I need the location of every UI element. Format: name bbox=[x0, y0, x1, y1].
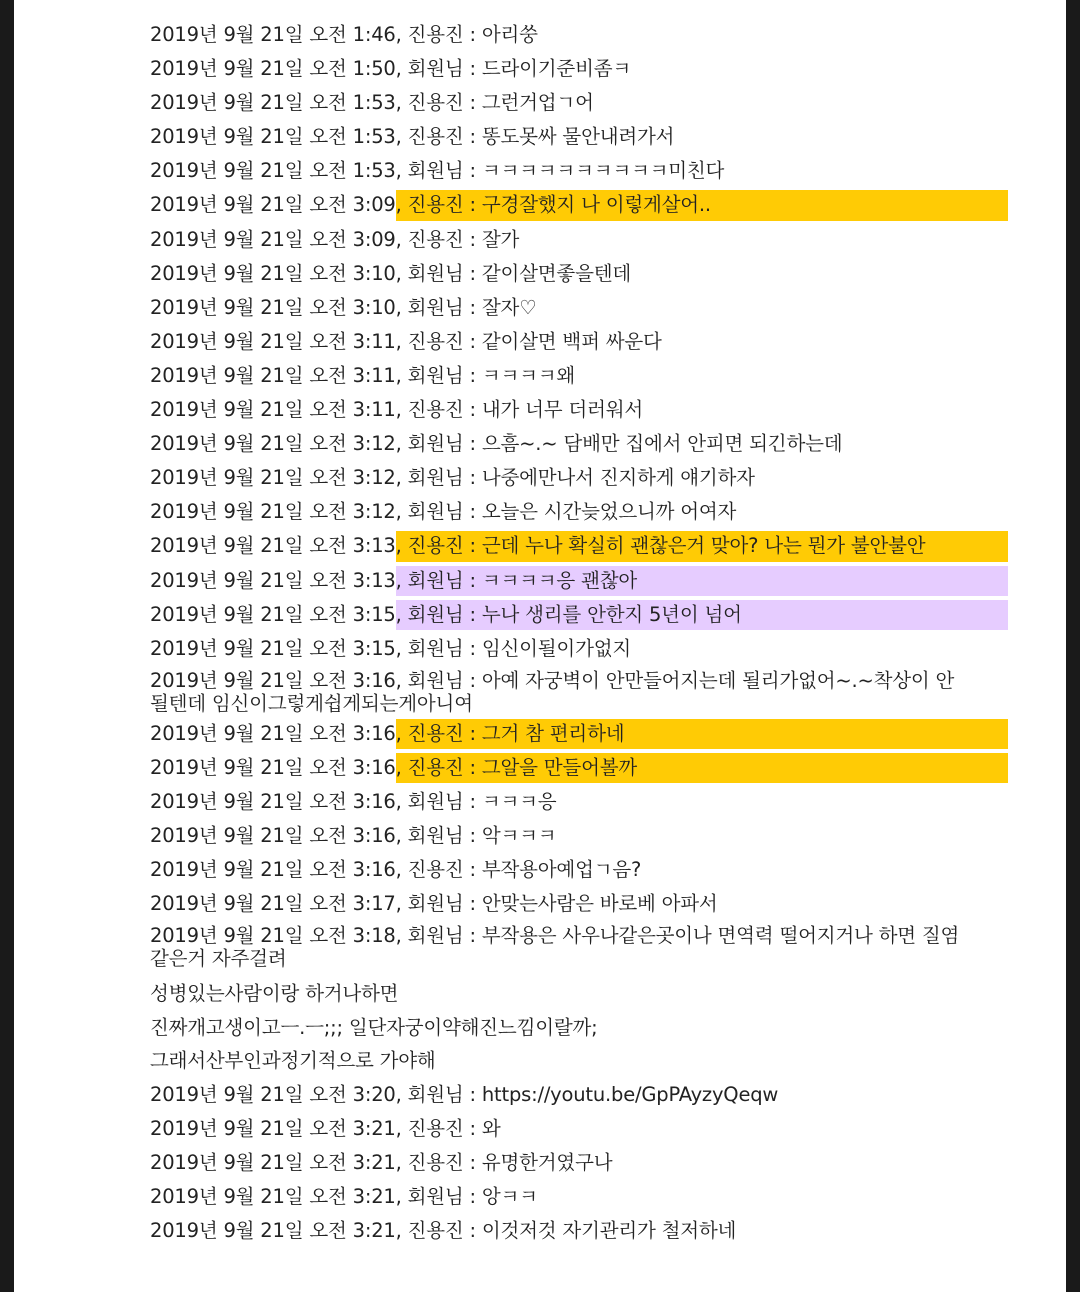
message-text: 2019년 9월 21일 오전 3:17, 회원님 : 안맞는사람은 바로베 아파서 bbox=[150, 892, 718, 916]
message-text: 2019년 9월 21일 오전 3:16, 진용진 : 그거 참 편리하네 bbox=[150, 721, 625, 745]
message-text: 2019년 9월 21일 오전 3:16, 회원님 : 악ㅋㅋㅋ bbox=[150, 824, 557, 848]
chat-message-line bbox=[150, 785, 1008, 819]
message-text: 2019년 9월 21일 오전 3:15, 회원님 : 누나 생리를 안한지 5년이 넘어 bbox=[150, 602, 742, 626]
message-text: 2019년 9월 21일 오전 3:12, 회원님 : 나중에만나서 진지하게 얘기하자 bbox=[150, 466, 755, 490]
chat-message-line bbox=[150, 853, 1008, 887]
chat-message-line bbox=[150, 1044, 1008, 1078]
chat-message-line bbox=[150, 529, 1008, 563]
chat-message-line bbox=[150, 427, 1008, 461]
chat-message-line bbox=[150, 188, 1008, 222]
message-text: 2019년 9월 21일 오전 3:15, 회원님 : 임신이될이가없지 bbox=[150, 636, 631, 660]
chat-message-line bbox=[150, 359, 1008, 393]
message-text: 2019년 9월 21일 오전 3:16, 회원님 : ㅋㅋㅋ응 bbox=[150, 789, 557, 813]
chat-log bbox=[150, 18, 1008, 1248]
chat-message-line bbox=[150, 921, 970, 977]
message-text: 2019년 9월 21일 오전 3:18, 회원님 : 부작용은 사우나같은곳이나 면역력 떨어지거나 하면 질염같은거 자주걸려 bbox=[150, 924, 960, 971]
chat-message-line bbox=[150, 1214, 1008, 1248]
message-text: 2019년 9월 21일 오전 1:53, 진용진 : 똥도못싸 물안내려가서 bbox=[150, 125, 675, 149]
message-text: 2019년 9월 21일 오전 3:12, 회원님 : 으흠~.~ 담배만 집에서 안피면 되긴하는데 bbox=[150, 432, 843, 456]
message-text: 2019년 9월 21일 오전 3:13, 회원님 : ㅋㅋㅋㅋ응 괜찮아 bbox=[150, 568, 637, 592]
message-text: 2019년 9월 21일 오전 3:11, 회원님 : ㅋㅋㅋㅋ왜 bbox=[150, 363, 576, 387]
message-text: 2019년 9월 21일 오전 3:16, 회원님 : 아예 자궁벽이 안만들어지는데 될리가없어~.~착상이 안될텐데 임신이그렇게쉽게되는게아니여 bbox=[150, 668, 955, 715]
chat-message-line bbox=[150, 223, 1008, 257]
message-text: 2019년 9월 21일 오전 3:20, 회원님 : https://youtu.be/GpPAyzyQeqw bbox=[150, 1082, 779, 1106]
chat-message-line bbox=[150, 120, 1008, 154]
chat-message-line bbox=[150, 257, 1008, 291]
chat-message-line bbox=[150, 18, 1008, 52]
chat-message-line bbox=[150, 325, 1008, 359]
chat-message-line bbox=[150, 393, 1008, 427]
chat-message-line bbox=[150, 666, 970, 717]
message-text: 2019년 9월 21일 오전 1:53, 회원님 : ㅋㅋㅋㅋㅋㅋㅋㅋㅋㅋ미친다 bbox=[150, 159, 725, 183]
chat-message-line bbox=[150, 154, 1008, 188]
chat-message-line bbox=[150, 1180, 1008, 1214]
message-text: 그래서산부인과정기적으로 가야해 bbox=[150, 1049, 436, 1073]
chat-message-line bbox=[150, 977, 1008, 1011]
message-text: 2019년 9월 21일 오전 3:10, 회원님 : 잘자♡ bbox=[150, 295, 537, 319]
chat-message-line bbox=[150, 1146, 1008, 1180]
chat-message-line bbox=[150, 1078, 1008, 1112]
message-text: 2019년 9월 21일 오전 3:21, 회원님 : 앙ㅋㅋ bbox=[150, 1185, 538, 1209]
message-text: 2019년 9월 21일 오전 1:46, 진용진 : 아리쑹 bbox=[150, 23, 538, 46]
chat-message-line bbox=[150, 461, 1008, 495]
message-text: 2019년 9월 21일 오전 3:11, 진용진 : 내가 너무 더러워서 bbox=[150, 398, 643, 422]
chat-message-line bbox=[150, 598, 1008, 632]
chat-message-line bbox=[150, 564, 1008, 598]
message-text: 진짜개고생이고ㅡ.ㅡ;;; 일단자궁이약해진느낌이랄까; bbox=[150, 1015, 598, 1039]
message-text: 2019년 9월 21일 오전 1:50, 회원님 : 드라이기준비좀ㅋ bbox=[150, 57, 631, 81]
message-text: 2019년 9월 21일 오전 3:16, 진용진 : 부작용아예업ㄱ음? bbox=[150, 858, 642, 882]
chat-message-line bbox=[150, 819, 1008, 853]
message-text: 2019년 9월 21일 오전 3:09, 진용진 : 잘가 bbox=[150, 227, 520, 251]
chat-message-line bbox=[150, 495, 1008, 529]
chat-message-line bbox=[150, 52, 1008, 86]
message-text: 2019년 9월 21일 오전 3:13, 진용진 : 근데 누나 확실히 괜찮은거 맞아? 나는 뭔가 불안불안 bbox=[150, 534, 926, 558]
chat-message-line bbox=[150, 632, 1008, 666]
message-text: 2019년 9월 21일 오전 3:10, 회원님 : 같이살면좋을텐데 bbox=[150, 261, 631, 285]
message-text: 2019년 9월 21일 오전 3:16, 진용진 : 그알을 만들어볼까 bbox=[150, 755, 637, 779]
chat-message-line bbox=[150, 717, 1008, 751]
chat-message-line bbox=[150, 751, 1008, 785]
chat-message-line bbox=[150, 1112, 1008, 1146]
message-text: 2019년 9월 21일 오전 3:09, 진용진 : 구경잘했지 나 이렇게살어.. bbox=[150, 193, 711, 217]
chat-message-line bbox=[150, 887, 1008, 921]
chat-message-line bbox=[150, 86, 1008, 120]
message-text: 2019년 9월 21일 오전 1:53, 진용진 : 그런거업ㄱ어 bbox=[150, 91, 594, 115]
message-text: 성병있는사람이랑 하거나하면 bbox=[150, 982, 399, 1006]
message-text: 2019년 9월 21일 오전 3:11, 진용진 : 같이살면 백퍼 싸운다 bbox=[150, 329, 662, 353]
message-text: 2019년 9월 21일 오전 3:21, 진용진 : 와 bbox=[150, 1116, 501, 1140]
chat-message-line bbox=[150, 1011, 1008, 1045]
message-text: 2019년 9월 21일 오전 3:12, 회원님 : 오늘은 시간늦었으니까 어여자 bbox=[150, 500, 737, 524]
chat-message-line bbox=[150, 291, 1008, 325]
message-text: 2019년 9월 21일 오전 3:21, 진용진 : 이것저것 자기관리가 철저하네 bbox=[150, 1219, 737, 1243]
message-text: 2019년 9월 21일 오전 3:21, 진용진 : 유명한거였구나 bbox=[150, 1151, 613, 1175]
